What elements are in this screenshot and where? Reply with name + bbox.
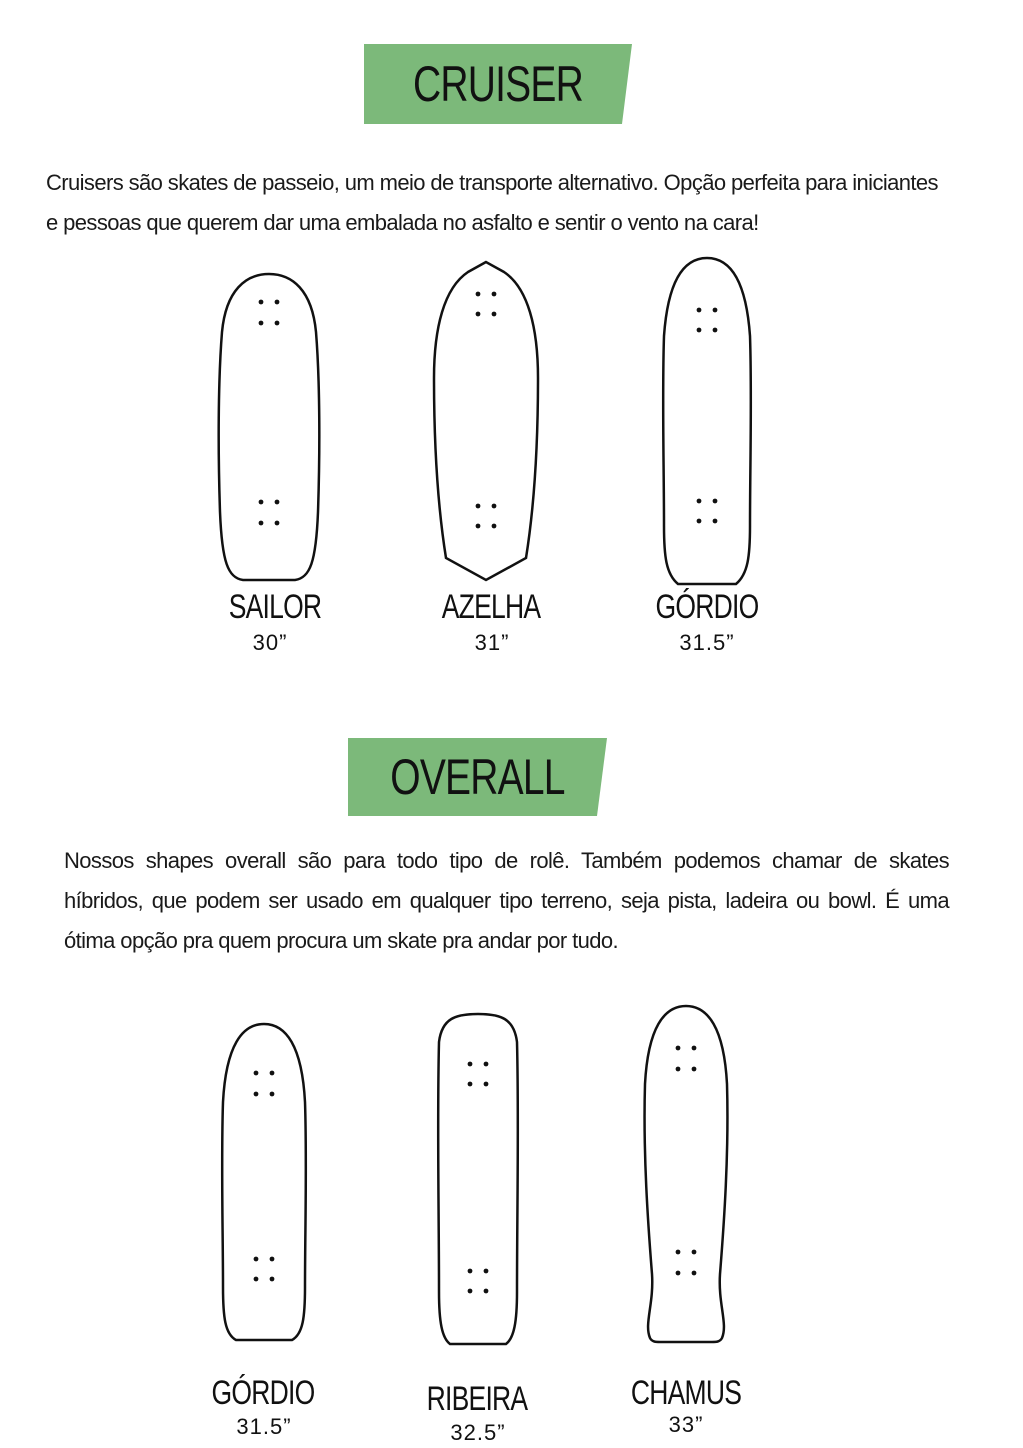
azelha-deck-outline (432, 258, 540, 584)
sailor-deck-outline (218, 272, 320, 582)
deck-name-ribeira: RIBEIRA (426, 1380, 528, 1418)
deck-name-gordio-overall: GÓRDIO (211, 1374, 315, 1412)
gordio-cruiser-deck-outline (660, 256, 754, 588)
cruiser-description: Cruisers são skates de passeio, um meio de transporte alternativo. Opção perfeita para iniciantes e pessoas que querem dar uma embalada no asfalto e sentir o vento na cara! (46, 170, 938, 235)
deck-size-gordio-cruiser: 31.5” (679, 630, 735, 655)
gordio-overall-deck-outline (220, 1022, 308, 1344)
deck-name-chamus: CHAMUS (630, 1374, 742, 1412)
deck-name-sailor: SAILOR (228, 588, 322, 626)
deck-size-azelha: 31” (474, 630, 510, 655)
deck-size-sailor: 30” (252, 630, 288, 655)
deck-size-chamus: 33” (668, 1412, 704, 1437)
overall-banner (348, 738, 607, 816)
deck-name-gordio-cruiser: GÓRDIO (655, 588, 759, 626)
deck-size-ribeira: 32.5” (450, 1420, 506, 1445)
cruiser-title: CRUISER (412, 56, 584, 112)
deck-size-gordio-overall: 31.5” (236, 1414, 292, 1439)
ribeira-deck-outline (436, 1012, 520, 1348)
overall-description: Nossos shapes overall são para todo tipo de rolê. Também podemos chamar de skates híbridos, que podem ser usado em qualquer tipo terreno, seja pista, ladeira ou bowl. É uma ótima opção pra quem procura um skate pra andar por tudo. (64, 848, 949, 953)
chamus-deck-outline (638, 1004, 734, 1346)
overall-title: OVERALL (390, 749, 565, 805)
deck-name-azelha: AZELHA (441, 588, 541, 626)
cruiser-banner (364, 44, 632, 124)
